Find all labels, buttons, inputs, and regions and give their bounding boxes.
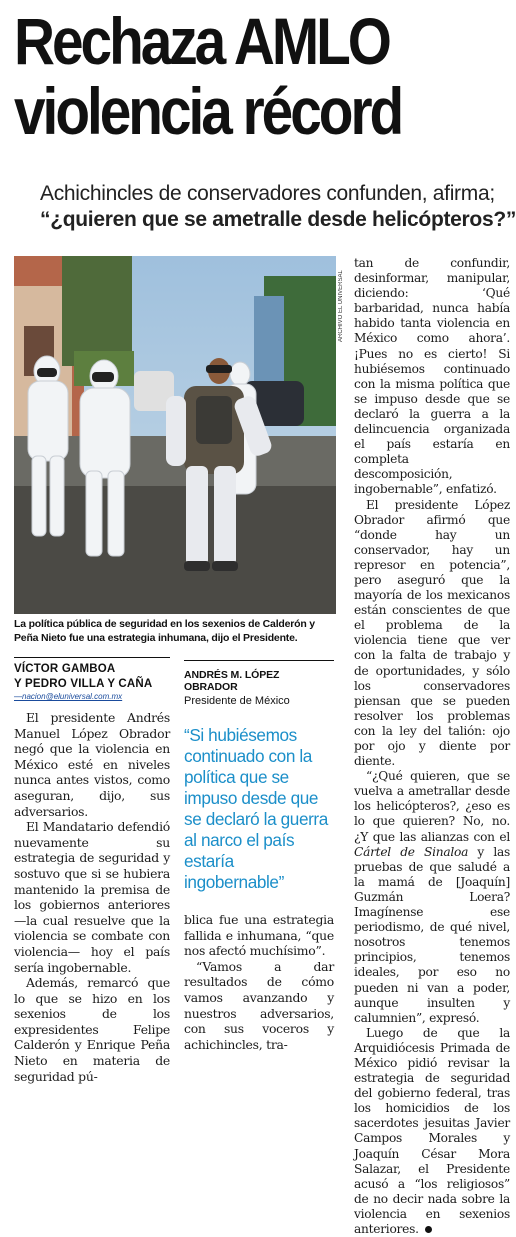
col3-p3-text-a: “¿Qué quieren, que se vuelva a ametrallar desde los helicópteros?, ¿eso es lo que quieren? No, no. ¿Y que las alianzas con el	[354, 769, 510, 844]
news-photo	[14, 256, 336, 614]
headline-line-1: Rechaza AMLO	[14, 4, 389, 78]
headline-line-2: violencia récord	[14, 74, 402, 148]
col3-paragraph-2: El presidente López Obrador afirmó que “donde hay un conservador, hay un represor en potencia”, pero aseguró que la mayoría de los mexicanos están conscientes de que el problema de la violencia tiene que ver con la falta de trabajo y de oportunidades, y sólo los conservadores piensan que se pueden resolver los problemas con la ley del talión: ojo por ojo y diente por diente.	[354, 497, 510, 769]
column-3	[354, 256, 510, 1237]
column-1	[14, 710, 170, 1084]
pull-quote	[184, 660, 334, 893]
col3-paragraph-4	[354, 1026, 510, 1237]
photo-credit: ARCHIVO EL UNIVERSAL	[338, 270, 344, 342]
photo-illustration	[14, 256, 336, 614]
pull-quote-text: “Si hubiésemos continuado con la política que se impuso desde que se declaró la guerra al narco el país estaría ingobernable”	[184, 725, 328, 892]
col1-paragraph-1: El presidente Andrés Manuel López Obrador negó que la violencia en México esté en niveles nunca antes vistos, como aseguran, dijo, sus adversarios.	[14, 710, 170, 819]
column-2	[184, 912, 334, 1052]
end-of-article-mark	[425, 1226, 432, 1233]
pull-quote-name: ANDRÉS M. LÓPEZ OBRADOR	[184, 669, 280, 693]
col1-paragraph-2: El Mandatario defendió nuevamente su estrategia de seguridad y sostuvo que si se hubiera mantenido la premisa de los gobiernos anteriores —la cual resuelve que la violencia se combate con violencia— hoy el país sería ingobernable.	[14, 819, 170, 975]
byline-authors-line-1: VÍCTOR GAMBOA	[14, 663, 116, 675]
byline-email-link[interactable]: —nacion@eluniversal.com.mx	[14, 692, 123, 701]
pull-quote-role: Presidente de México	[184, 695, 290, 707]
byline	[14, 657, 170, 692]
byline-authors-line-2: Y PEDRO VILLA Y CAÑA	[14, 678, 153, 690]
photo-caption: La política pública de seguridad en los sexenios de Calderón y Peña Nieto fue una estrategia inhumana, dijo el Presidente.	[14, 618, 315, 644]
col3-paragraph-1: tan de confundir, desinformar, manipular, diciendo: ‘Qué barbaridad, nunca había habido tanta violencia en México como ahora’. ¡Pues no es cierto! Si hubiésemos continuado con la misma política que se impuso desde que se declaró la guerra a la delincuencia organizada el país estaría en completa descomposición, ingobernable”, enfatizó.	[354, 256, 510, 497]
col3-p4-text: Luego de que la Arquidiócesis Primada de México pidió revisar la estrategia de seguridad del gobierno federal, tras los homicidios de los sacerdotes jesuitas Javier Campos Morales y Joaquín César Mora Salazar, el Presidente acusó a “los religiosos” de no decir nada sobre la violencia en sexenios anteriores.	[354, 1025, 510, 1236]
subhead	[40, 181, 516, 233]
subhead-line-1: Achichincles de conservadores confunden, afirma;	[40, 182, 495, 205]
col3-paragraph-3	[354, 769, 510, 1026]
headline	[14, 6, 440, 146]
col2-paragraph-1: blica fue una estrategia fallida e inhumana, “que nos afectó muchísimo”.	[184, 912, 334, 959]
col2-paragraph-2: “Vamos a dar resultados de cómo vamos avanzando y nuestros adversarios, con sus voceros y achichincles, tra-	[184, 958, 334, 1052]
subhead-quote: “¿quieren que se ametralle desde helicópteros?”	[40, 208, 516, 231]
col3-p3-text-b: y las pruebas de que saludé a la mamá de [Joaquín] Guzmán Loera? Imagínense ese periodismo, de qué nivel, nosotros tenemos principios, tenemos ideales, por eso no pueden ni van a poder, aunque insulten y calumnien”, expresó.	[354, 844, 510, 1025]
col3-p3-italic: Cártel de Sinaloa	[354, 844, 469, 859]
col1-paragraph-3: Además, remarcó que lo que se hizo en los sexenios de los expresidentes Felipe Calderón y Enrique Peña Nieto en materia de seguridad pú-	[14, 975, 170, 1084]
